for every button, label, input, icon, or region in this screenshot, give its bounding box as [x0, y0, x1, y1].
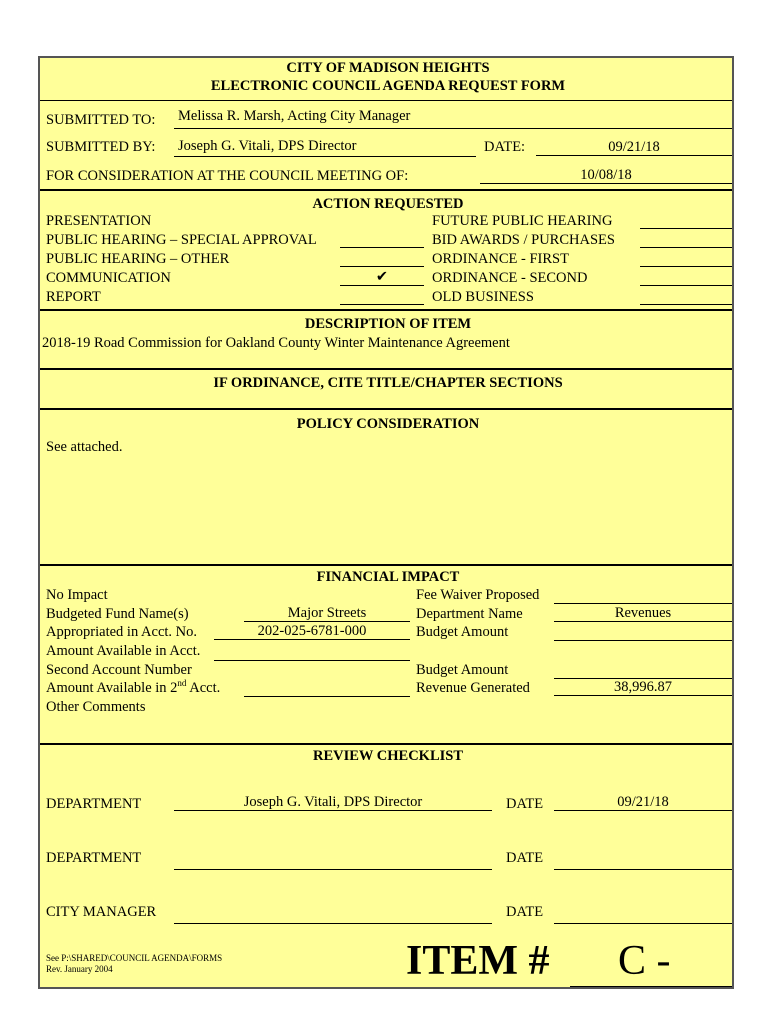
- fee-waiver-field[interactable]: [554, 603, 732, 604]
- action-ord-second-checkbox[interactable]: [640, 269, 732, 286]
- no-impact-label: No Impact: [46, 587, 108, 603]
- review-department-label: DEPARTMENT: [46, 796, 142, 812]
- action-report-label: REPORT: [46, 289, 101, 305]
- submitted-by-value[interactable]: Joseph G. Vitali, DPS Director: [178, 138, 357, 154]
- action-communication-label: COMMUNICATION: [46, 270, 171, 286]
- second-account-label: Second Account Number: [46, 662, 192, 678]
- ordinance-title: IF ORDINANCE, CITE TITLE/CHAPTER SECTIONS: [213, 375, 563, 391]
- description-text[interactable]: 2018-19 Road Commission for Oakland County Winter Maintenance Agreement: [42, 335, 510, 351]
- submitted-to-label: SUBMITTED TO:: [46, 112, 156, 128]
- form-title-city: CITY OF MADISON HEIGHTS: [286, 60, 490, 76]
- fund-name-label: Budgeted Fund Name(s): [46, 606, 189, 622]
- review-city-manager-signature[interactable]: [174, 907, 492, 924]
- item-number-label: ITEM #: [406, 938, 550, 984]
- action-ph-special-label: PUBLIC HEARING – SPECIAL APPROVAL: [46, 232, 317, 248]
- review-city-manager-label: CITY MANAGER: [46, 904, 157, 920]
- meeting-date-field[interactable]: 10/08/18: [480, 167, 732, 184]
- review-date-label: DATE: [506, 850, 544, 866]
- divider: [40, 743, 732, 745]
- action-communication-checkbox[interactable]: ✔: [340, 269, 424, 286]
- review-date-label: DATE: [506, 796, 544, 812]
- review-date-field[interactable]: [554, 907, 732, 924]
- divider: [40, 189, 732, 191]
- action-requested-title: ACTION REQUESTED: [312, 196, 464, 212]
- action-presentation-label: PRESENTATION: [46, 213, 152, 229]
- forms-path-note: See P:\SHARED\COUNCIL AGENDA\FORMS: [46, 953, 223, 963]
- item-number-line: [570, 986, 732, 987]
- review-date-field[interactable]: [554, 853, 732, 870]
- action-ord-first-label: ORDINANCE - FIRST: [432, 251, 569, 267]
- budget-amount-2-label: Budget Amount: [416, 662, 509, 678]
- action-ph-other-label: PUBLIC HEARING – OTHER: [46, 251, 230, 267]
- financial-title: FINANCIAL IMPACT: [316, 569, 460, 585]
- submitted-by-label: SUBMITTED BY:: [46, 139, 156, 155]
- fee-waiver-label: Fee Waiver Proposed: [416, 587, 540, 603]
- submitted-by-line: [174, 156, 476, 157]
- divider: [40, 100, 732, 101]
- agenda-request-form: [38, 56, 734, 989]
- action-report-checkbox[interactable]: [340, 288, 424, 305]
- department-name-field[interactable]: Revenues: [554, 605, 732, 622]
- action-ord-first-checkbox[interactable]: [640, 250, 732, 267]
- amount-available-2nd-field[interactable]: [244, 696, 410, 697]
- review-department-signature[interactable]: [174, 853, 492, 870]
- department-name-label: Department Name: [416, 606, 523, 622]
- amount-available-label: Amount Available in Acct.: [46, 643, 201, 659]
- policy-title: POLICY CONSIDERATION: [296, 416, 480, 432]
- action-old-business-label: OLD BUSINESS: [432, 289, 534, 305]
- form-title: ELECTRONIC COUNCIL AGENDA REQUEST FORM: [210, 78, 566, 94]
- action-old-business-checkbox[interactable]: [640, 288, 732, 305]
- submitted-to-value[interactable]: Melissa R. Marsh, Acting City Manager: [178, 108, 411, 124]
- divider: [40, 408, 732, 410]
- acct-no-field[interactable]: 202-025-6781-000: [214, 623, 410, 640]
- action-bid-awards-checkbox[interactable]: [640, 231, 732, 248]
- review-date-field[interactable]: 09/21/18: [554, 794, 732, 811]
- divider: [40, 564, 732, 566]
- action-ord-second-label: ORDINANCE - SECOND: [432, 270, 588, 286]
- review-title: REVIEW CHECKLIST: [312, 748, 463, 764]
- description-title: DESCRIPTION OF ITEM: [304, 316, 472, 332]
- meeting-label: FOR CONSIDERATION AT THE COUNCIL MEETING OF:: [46, 168, 409, 184]
- revenue-generated-label: Revenue Generated: [416, 680, 530, 696]
- amount-available-field[interactable]: [214, 660, 410, 661]
- fund-name-field[interactable]: Major Streets: [244, 605, 410, 622]
- action-bid-awards-label: BID AWARDS / PURCHASES: [432, 232, 615, 248]
- budget-amount-field[interactable]: [554, 640, 732, 641]
- action-ph-other-checkbox[interactable]: [340, 250, 424, 267]
- divider: [40, 309, 732, 311]
- amount-available-2nd-label: Amount Available in 2nd Acct.: [46, 678, 221, 696]
- action-future-ph-label: FUTURE PUBLIC HEARING: [432, 213, 613, 229]
- budget-amount-label: Budget Amount: [416, 624, 509, 640]
- acct-no-label: Appropriated in Acct. No.: [46, 624, 198, 640]
- revision-note: Rev. January 2004: [46, 964, 113, 974]
- submitted-to-line: [174, 128, 732, 129]
- review-department-signature[interactable]: Joseph G. Vitali, DPS Director: [174, 794, 492, 811]
- item-number-value[interactable]: C -: [618, 938, 671, 984]
- other-comments-label: Other Comments: [46, 699, 146, 715]
- revenue-generated-field[interactable]: 38,996.87: [554, 679, 732, 696]
- review-date-label: DATE: [506, 904, 544, 920]
- policy-text[interactable]: See attached.: [46, 439, 123, 455]
- date-label: DATE:: [484, 139, 526, 155]
- review-department-label: DEPARTMENT: [46, 850, 142, 866]
- date-field[interactable]: 09/21/18: [536, 139, 732, 156]
- divider: [40, 368, 732, 370]
- action-ph-special-checkbox[interactable]: [340, 231, 424, 248]
- action-future-ph-checkbox[interactable]: [640, 212, 732, 229]
